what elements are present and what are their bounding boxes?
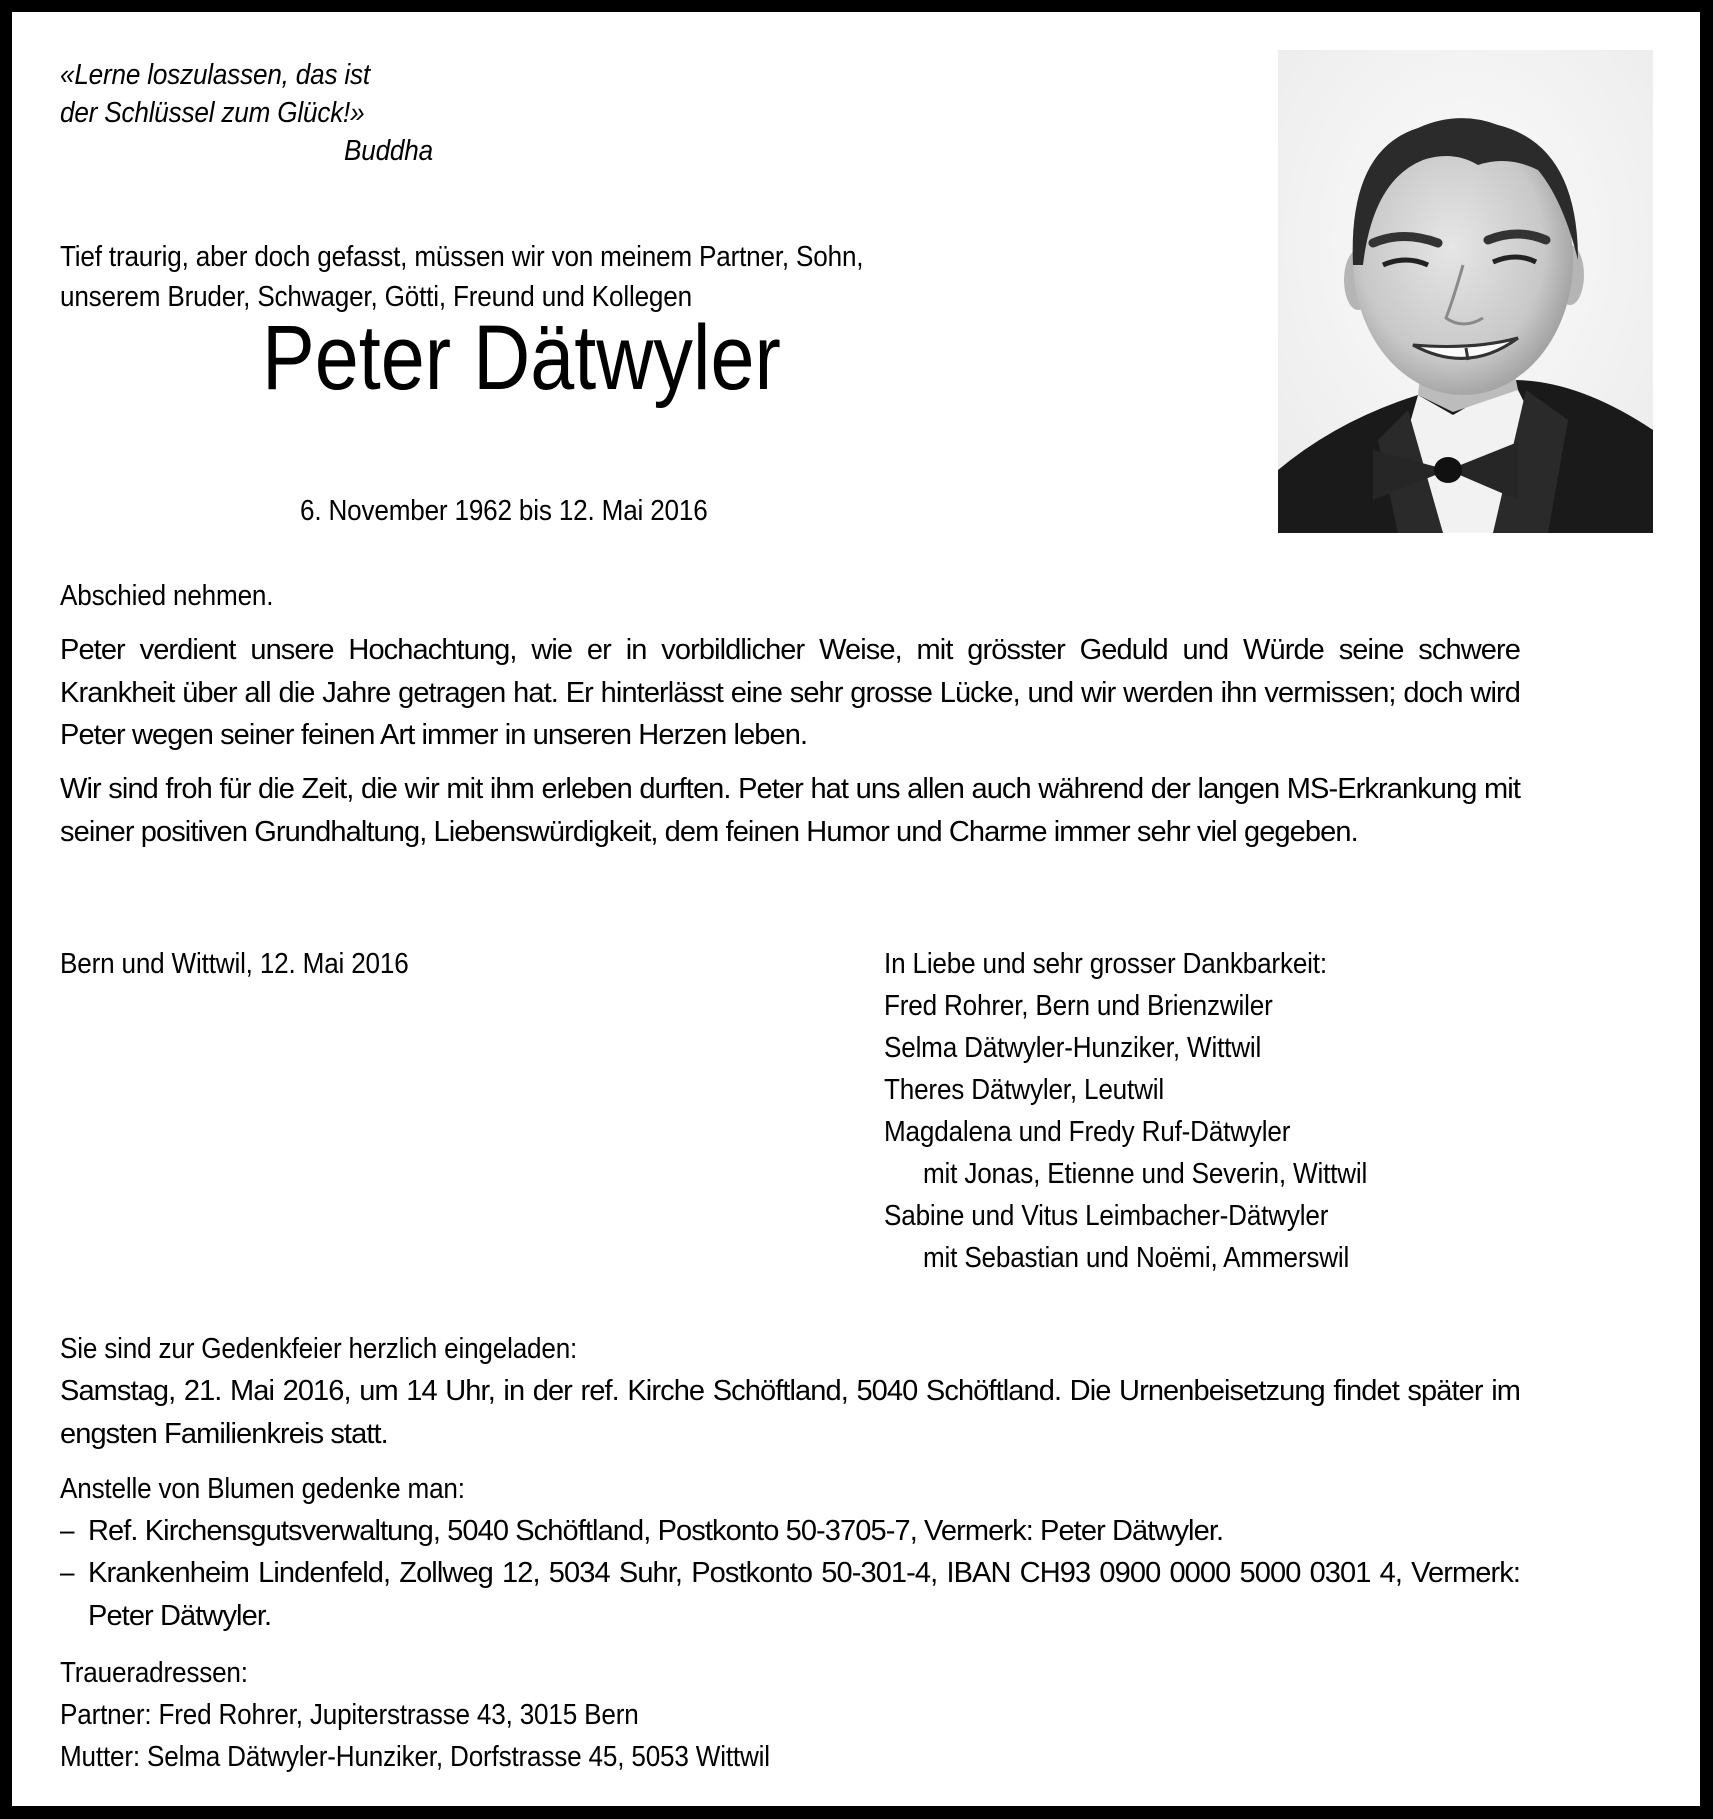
portrait-photo (1278, 50, 1653, 533)
mourner-line: Theres Dätwyler, Leutwil (884, 1074, 1164, 1106)
address-line: Partner: Fred Rohrer, Jupiterstrasse 43, 3015 Bern (60, 1699, 639, 1731)
donation-text: Krankenheim Lindenfeld, Zollweg 12, 5034 Suhr, Postkonto 50-301-4, IBAN CH93 0900 0000 5000 0301 4, Vermerk: Peter Dätwyler. (88, 1557, 1520, 1632)
farewell-text: Abschied nehmen. (60, 580, 274, 612)
mourner-line: Magdalena und Fredy Ruf-Dätwyler (884, 1116, 1291, 1148)
ceremony-heading: Sie sind zur Gedenkfeier herzlich eingeladen: (60, 1333, 578, 1365)
mourner-line: Sabine und Vitus Leimbacher-Dätwyler (884, 1200, 1329, 1232)
addresses-heading: Traueradressen: (60, 1657, 248, 1689)
mourner-line: mit Sebastian und Noëmi, Ammerswil (923, 1242, 1350, 1274)
quote-line: der Schlüssel zum Glück!» (60, 97, 365, 129)
address-line: Mutter: Selma Dätwyler-Hunziker, Dorfstrasse 45, 5053 Wittwil (60, 1741, 770, 1773)
mourner-line: mit Jonas, Etienne und Severin, Wittwil (923, 1158, 1368, 1190)
life-dates: 6. November 1962 bis 12. Mai 2016 (300, 495, 708, 527)
dash-bullet: – (60, 1557, 75, 1589)
quote-line: «Lerne loszulassen, das ist (60, 59, 370, 91)
intro-line: unserem Bruder, Schwager, Götti, Freund und Kollegen (60, 281, 692, 313)
donation-text: Ref. Kirchensgutsverwaltung, 5040 Schöftland, Postkonto 50-3705-7, Vermerk: Peter Dätwyler. (88, 1515, 1224, 1547)
tribute-paragraph: Peter verdient unsere Hochachtung, wie er in vorbildlicher Weise, mit grösster Geduld und Würde seine schwere Krankheit über all die Jahre getragen hat. Er hinterlässt eine sehr grosse Lücke, und wir werden ihn vermissen; doch wird Peter wegen seiner feinen Art immer in unseren Herzen leben. (60, 634, 1520, 751)
mourner-line: Selma Dätwyler-Hunziker, Wittwil (884, 1032, 1262, 1064)
mourner-line: Fred Rohrer, Bern und Brienzwiler (884, 990, 1273, 1022)
intro-line: Tief traurig, aber doch gefasst, müssen wir von meinem Partner, Sohn, (60, 241, 864, 273)
mourners-heading: In Liebe und sehr grosser Dankbarkeit: (884, 948, 1327, 980)
quote-author: Buddha (344, 135, 433, 167)
place-date: Bern und Wittwil, 12. Mai 2016 (60, 948, 409, 980)
dash-bullet: – (60, 1515, 75, 1547)
tribute-paragraph: Wir sind froh für die Zeit, die wir mit ihm erleben durften. Peter hat uns allen auch während der langen MS-Erkrankung mit seiner positiven Grundhaltung, Liebenswürdigkeit, dem feinen Humor und Charme immer sehr viel gegeben. (60, 773, 1520, 848)
deceased-name: Peter Dätwyler (262, 307, 781, 409)
ceremony-text: Samstag, 21. Mai 2016, um 14 Uhr, in der ref. Kirche Schöftland, 5040 Schöftland. Die Urnenbeisetzung findet später im engsten Familienkreis statt. (60, 1375, 1520, 1450)
obituary-notice (12, 12, 1700, 1806)
donations-heading: Anstelle von Blumen gedenke man: (60, 1473, 465, 1505)
